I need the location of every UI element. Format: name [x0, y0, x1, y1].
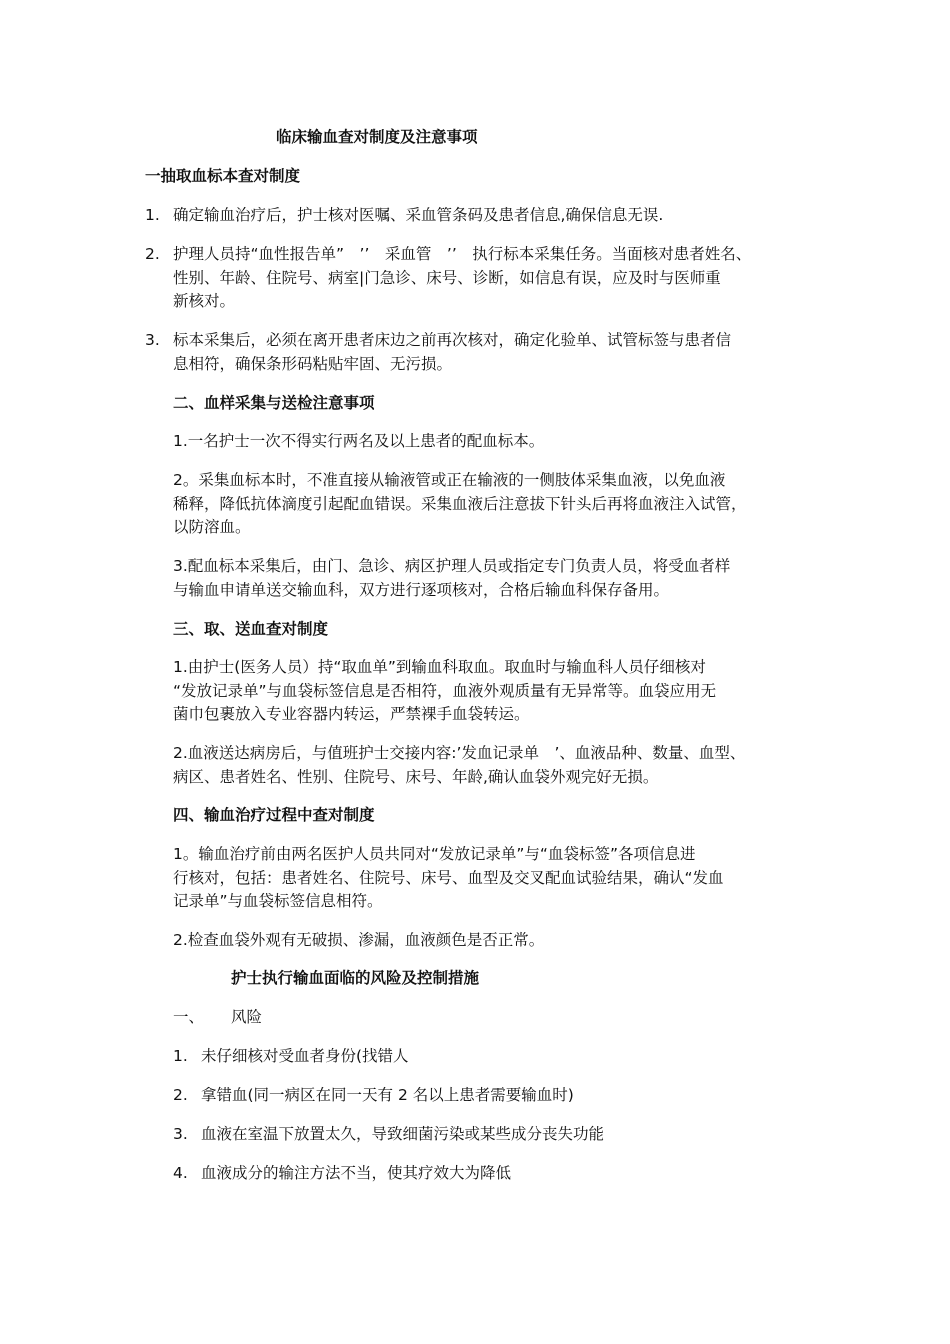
text-line: 病区、患者姓名、性别、住院号、床号、年龄,确认血袋外观完好无损。 — [173, 767, 659, 786]
section3-paragraph-1 — [173, 656, 823, 727]
text-line: 确定输血治疗后，护士核对医嘱、采血管条码及患者信息,确保信息无误. — [173, 206, 664, 224]
text-line: 息相符，确保条形码粘贴牢固、无污损。 — [173, 354, 453, 373]
text-line: “发放记录单”与血袋标签信息是否相符，血液外观质量有无异常等。血袋应用无 — [173, 681, 717, 700]
item-number: 2. — [145, 245, 160, 263]
item-number: 1. — [173, 1047, 188, 1065]
text-line: 2.血液送达病房后，与值班护士交接内容:’发血记录单 ’、血液品种、数量、血型、 — [173, 744, 746, 762]
text-line: 与输血申请单送交输血科，双方进行逐项核对，合格后输血科保存备用。 — [173, 580, 670, 599]
item-number: 3. — [145, 331, 160, 349]
page-title: 临床输血查对制度及注意事项 — [276, 128, 478, 146]
section1-heading: 一抽取血标本查对制度 — [145, 167, 301, 185]
item-text — [173, 243, 823, 314]
item-number: 3. — [173, 1125, 188, 1143]
risk-heading-number: 一、 — [173, 1008, 205, 1026]
text-line: 3.配血标本采集后，由门、急诊、病区护理人员或指定专门负责人员，将受血者样 — [173, 557, 731, 575]
text-line: 菌巾包裹放入专业容器内转运，严禁裸手血袋转运。 — [173, 705, 530, 723]
section3-paragraph-2 — [173, 742, 823, 789]
item-text — [173, 329, 823, 376]
text-line: 护理人员持“血性报告单” ’’ 采血管 ’’ 执行标本采集任务。当面核对患者姓名、 — [173, 245, 752, 263]
text-line: 稀释，降低抗体滴度引起配血错误。采集血液后注意拔下针头后再将血液注入试管， — [173, 494, 747, 513]
section2-paragraph-1 — [173, 430, 823, 454]
text-line: 记录单”与血袋标签信息相符。 — [173, 892, 383, 910]
secondary-title: 护士执行输血面临的风险及控制措施 — [231, 969, 480, 987]
text-line: 以防溶血。 — [173, 518, 251, 536]
item-text: 血液成分的输注方法不当，使其疗效大为降低 — [201, 1164, 512, 1182]
text-line: 新核对。 — [173, 292, 236, 310]
text-line: 1。输血治疗前由两名医护人员共同对“发放记录单”与“血袋标签”各项信息进 — [173, 845, 696, 863]
section2-heading: 二、血样采集与送检注意事项 — [173, 394, 375, 412]
text-line: 2。采集血标本时，不准直接从输液管或正在输液的一侧肢体采集血液，以免血液 — [173, 471, 726, 489]
risk-heading-text: 风险 — [231, 1008, 263, 1026]
section3-heading: 三、取、送血查对制度 — [173, 620, 329, 638]
text-line: 标本采集后，必须在离开患者床边之前再次核对，确定化验单、试管标签与患者信 — [173, 331, 732, 349]
item-text: 未仔细核对受血者身份(找错人 — [201, 1047, 409, 1065]
item-text: 拿错血(同一病区在同一天有 2 名以上患者需要输血时) — [201, 1086, 574, 1104]
section2-paragraph-2 — [173, 469, 823, 540]
text-line: 性别、年龄、住院号、病室|门急诊、床号、诊断，如信息有误，应及时与医师重 — [173, 268, 721, 287]
item-number: 1. — [145, 206, 160, 224]
text-line: 1.一名护士一次不得实行两名及以上患者的配血标本。 — [173, 432, 545, 450]
item-number: 2. — [173, 1086, 188, 1104]
item-text — [173, 204, 823, 228]
text-line: 2.检查血袋外观有无破损、渗漏，血液颜色是否正常。 — [173, 931, 545, 949]
section2-paragraph-3 — [173, 555, 823, 602]
section4-paragraph-2 — [173, 929, 823, 953]
text-line: 1.由护士(医务人员）持“取血单”到输血科取血。取血时与输血科人员仔细核对 — [173, 658, 706, 676]
section4-heading: 四、输血治疗过程中查对制度 — [173, 806, 375, 824]
item-number: 4. — [173, 1164, 188, 1182]
text-line: 行核对，包括：患者姓名、住院号、床号、血型及交叉配血试验结果，确认“发血 — [173, 868, 724, 887]
item-text: 血液在室温下放置太久，导致细菌污染或某些成分丧失功能 — [201, 1125, 605, 1143]
section4-paragraph-1 — [173, 843, 823, 914]
